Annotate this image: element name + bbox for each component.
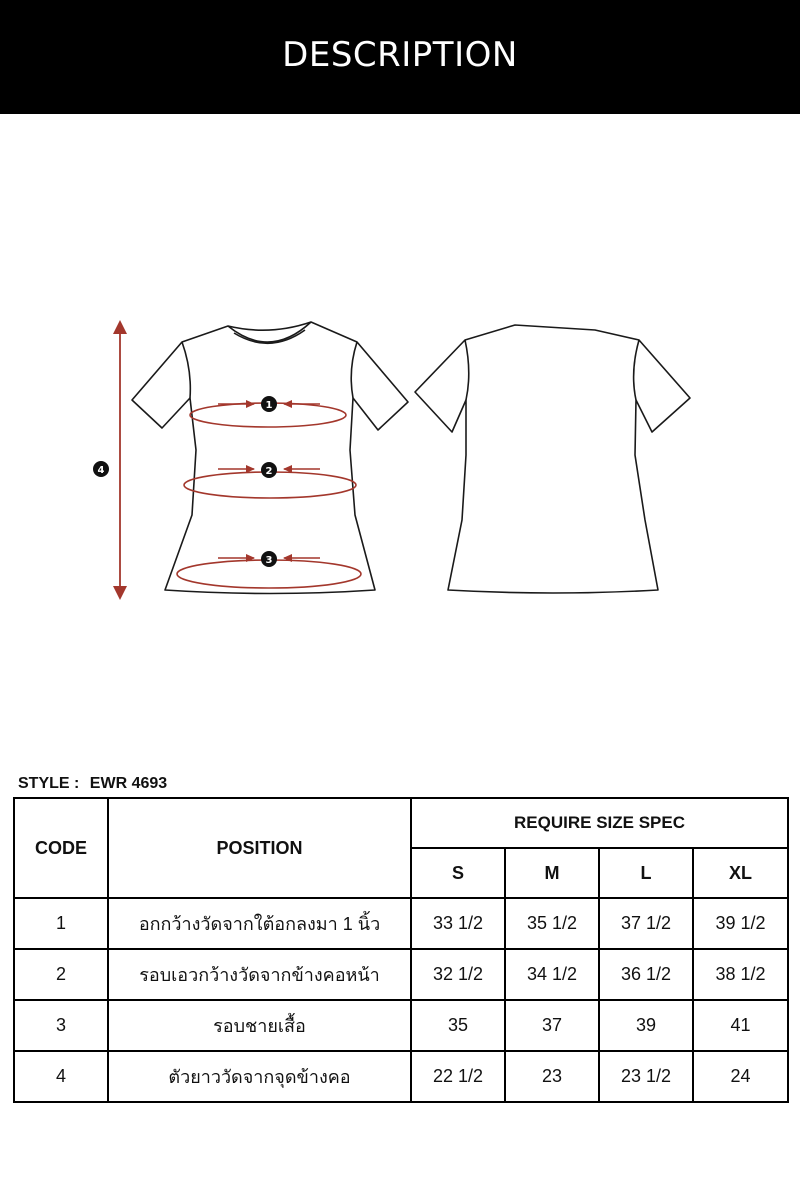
row-value-m: 23 xyxy=(505,1051,599,1102)
style-code: EWR 4693 xyxy=(89,775,168,792)
row-value-m: 35 1/2 xyxy=(505,898,599,949)
row-position: อกกว้างวัดจากใต้อกลงมา 1 นิ้ว xyxy=(108,898,411,949)
code-header: CODE xyxy=(14,798,108,898)
row-value-s: 35 xyxy=(411,1000,505,1051)
row-value-m: 34 1/2 xyxy=(505,949,599,1000)
row-value-l: 37 1/2 xyxy=(599,898,693,949)
marker-1-label: 1 xyxy=(265,400,273,411)
row-value-xl: 39 1/2 xyxy=(693,898,788,949)
size-header-xl: XL xyxy=(693,848,788,898)
row-code: 2 xyxy=(14,949,108,1000)
length-arrow-bottom-icon xyxy=(113,586,127,600)
description-header xyxy=(0,0,800,114)
row-value-l: 36 1/2 xyxy=(599,949,693,1000)
style-label: STYLE : xyxy=(18,775,80,792)
size-spec-table xyxy=(13,797,789,1103)
position-header: POSITION xyxy=(108,798,411,898)
table-row xyxy=(14,1051,788,1102)
row-value-s: 33 1/2 xyxy=(411,898,505,949)
row-value-s: 32 1/2 xyxy=(411,949,505,1000)
length-arrow-top-icon xyxy=(113,320,127,334)
table-row xyxy=(14,949,788,1000)
row-position: รอบเอวกว้างวัดจากข้างคอหน้า xyxy=(108,949,411,1000)
back-tshirt xyxy=(415,325,690,593)
require-size-spec-header: REQUIRE SIZE SPEC xyxy=(411,798,788,848)
row-code: 4 xyxy=(14,1051,108,1102)
row-value-s: 22 1/2 xyxy=(411,1051,505,1102)
size-header-l: L xyxy=(599,848,693,898)
size-header-s: S xyxy=(411,848,505,898)
row-position: รอบชายเสื้อ xyxy=(108,1000,411,1051)
row-value-l: 23 1/2 xyxy=(599,1051,693,1102)
table-row xyxy=(14,898,788,949)
row-value-xl: 38 1/2 xyxy=(693,949,788,1000)
marker-4-label: 4 xyxy=(97,465,105,476)
style-line xyxy=(18,775,167,793)
row-value-xl: 24 xyxy=(693,1051,788,1102)
row-value-m: 37 xyxy=(505,1000,599,1051)
row-value-l: 39 xyxy=(599,1000,693,1051)
row-code: 3 xyxy=(14,1000,108,1051)
size-header-m: M xyxy=(505,848,599,898)
row-code: 1 xyxy=(14,898,108,949)
garment-diagram xyxy=(0,300,800,620)
marker-3-label: 3 xyxy=(265,555,273,566)
row-value-xl: 41 xyxy=(693,1000,788,1051)
marker-2-label: 2 xyxy=(265,466,273,477)
header-title: DESCRIPTION xyxy=(282,35,518,75)
table-row xyxy=(14,1000,788,1051)
row-position: ตัวยาววัดจากจุดข้างคอ xyxy=(108,1051,411,1102)
